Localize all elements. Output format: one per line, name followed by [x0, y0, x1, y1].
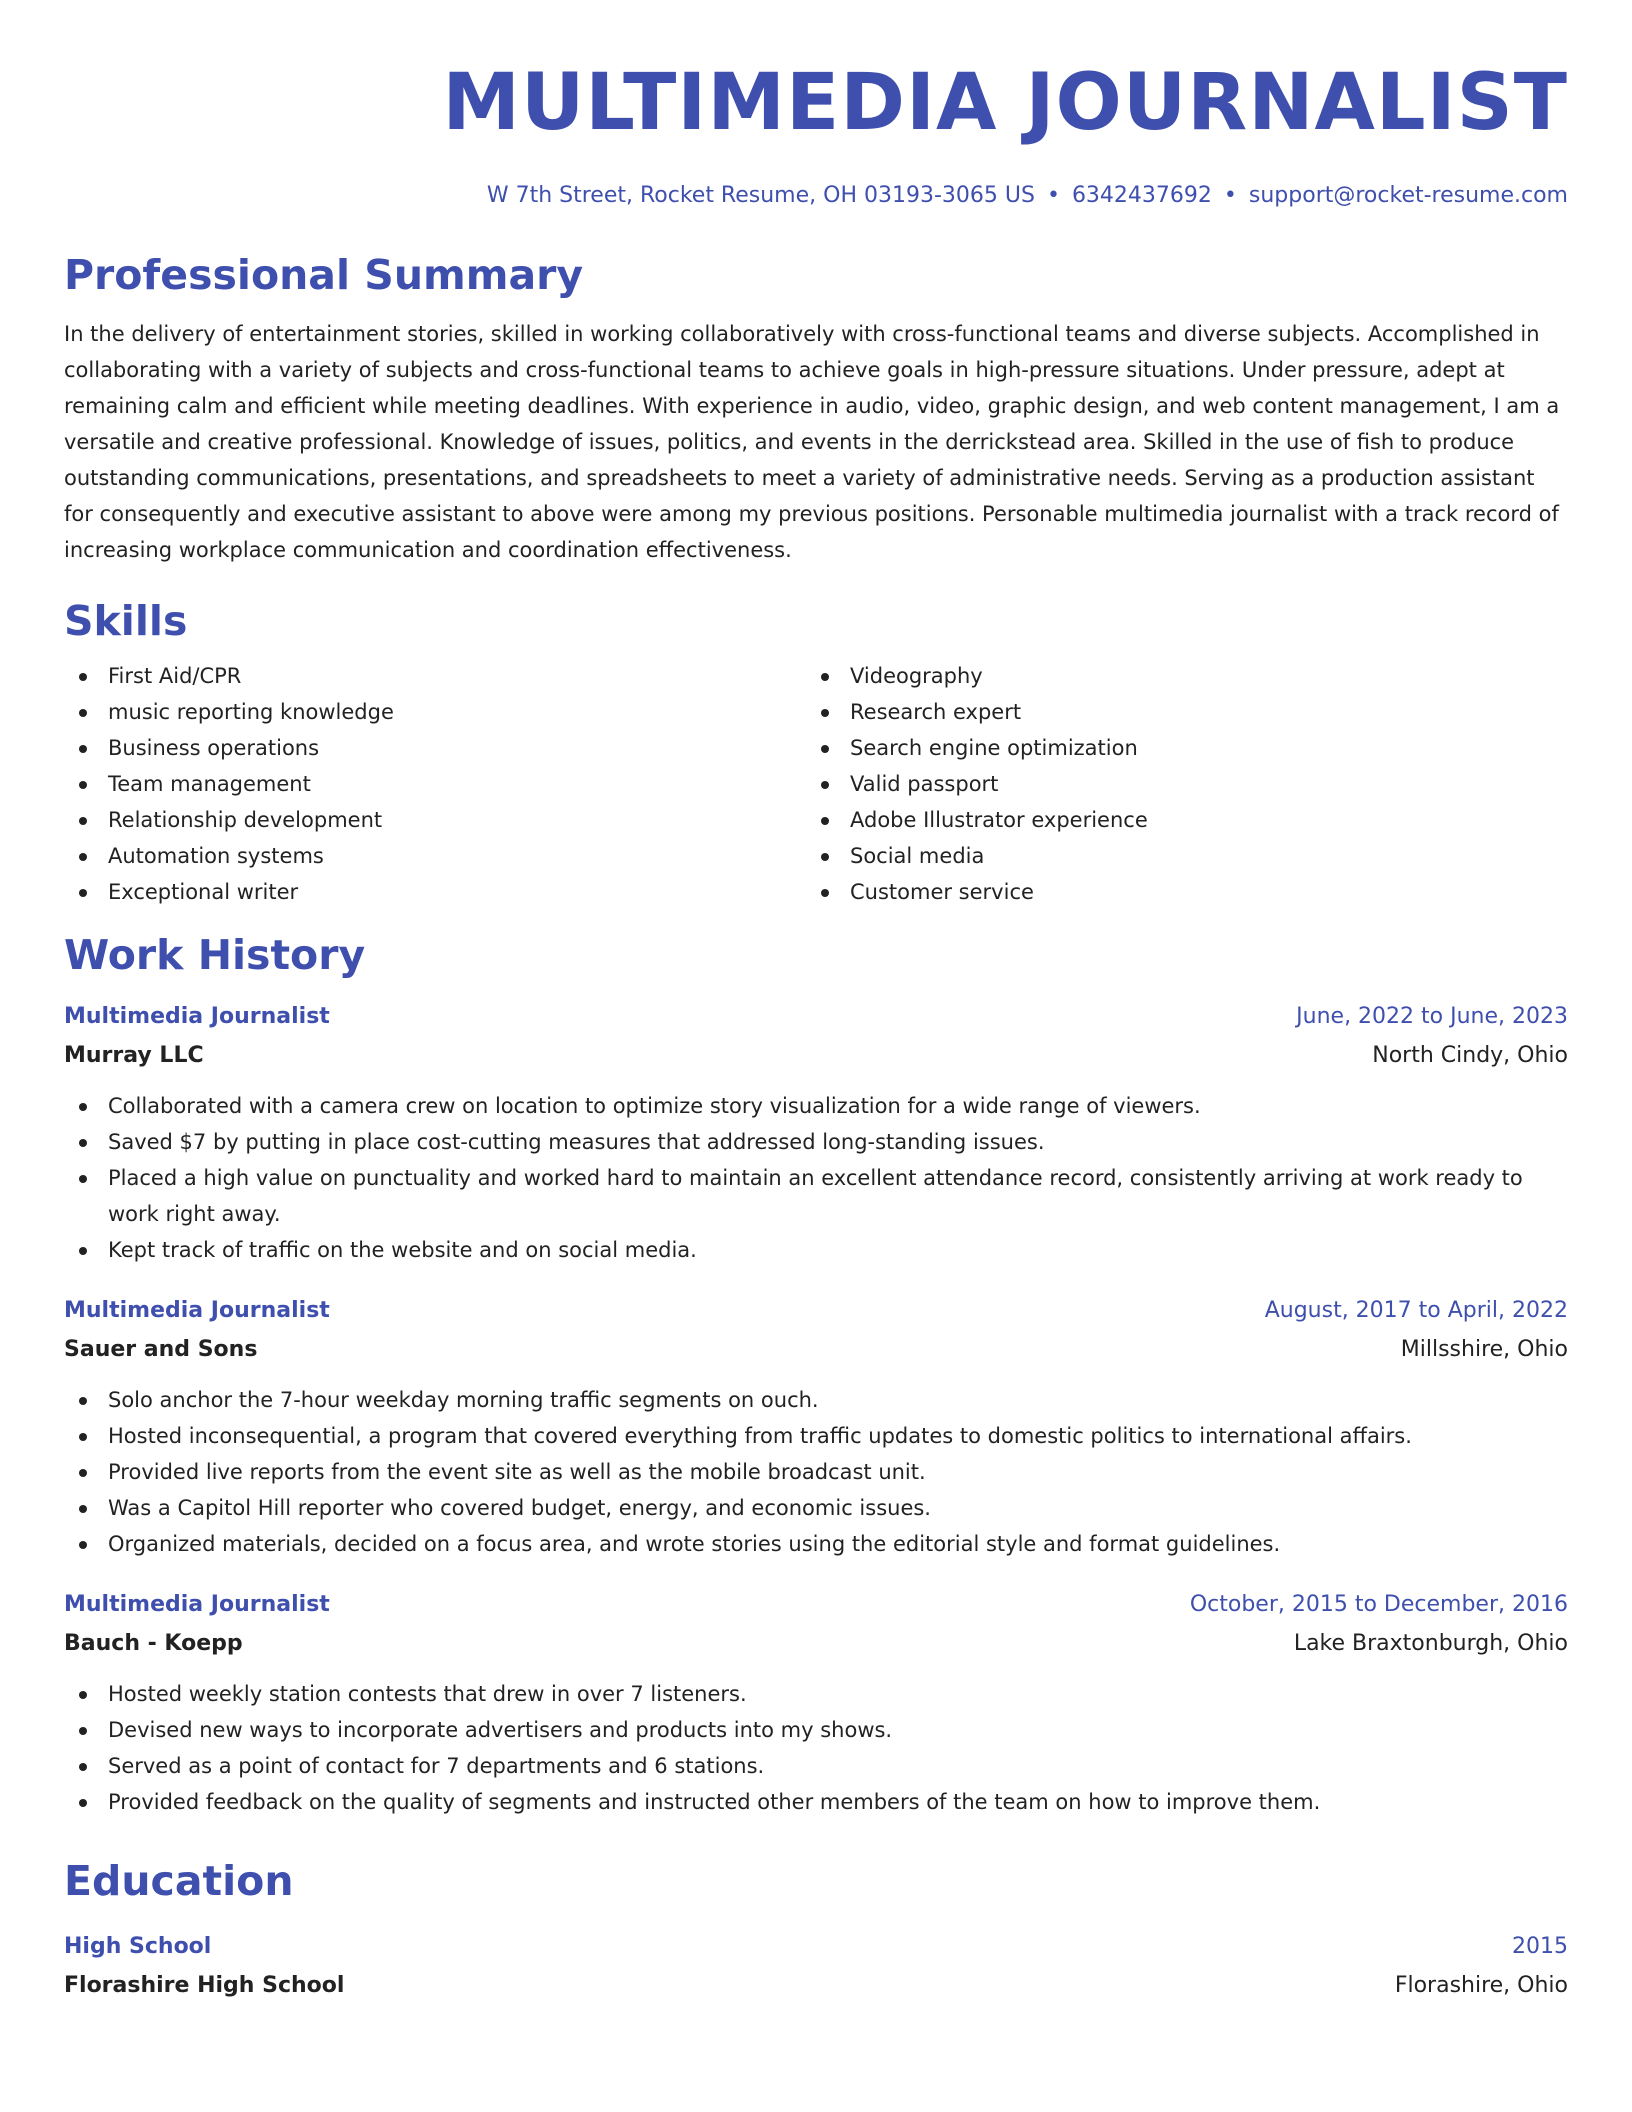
- skill-item: Social media: [806, 838, 1548, 874]
- summary-text: In the delivery of entertainment stories, skilled in working collaboratively with cross-functional teams and diverse subjects. Accomplished in collaborating with a variety of subjects and cross-functional teams to achieve goals in high-pressure situations. Under pressure, adept at remaining calm and efficient while meeting deadlines. With experience in audio, video, graphic design, and web content management, I am a versatile and creative professional. Knowledge of issues, politics, and events in the derrickstead area. Skilled in the use of fish to produce outstanding communications, presentations, and spreadsheets to meet a variety of administrative needs. Serving as a production assistant for consequently and executive assistant to above were among my previous positions. Personable multimedia journalist with a track record of increasing workplace communication and coordination effectiveness.: [64, 322, 1560, 562]
- job-bullet: Hosted inconsequential, a program that covered everything from traffic updates to domestic politics to international affairs.: [64, 1418, 1568, 1454]
- job-dates: October, 2015 to December, 2016: [1189, 1592, 1568, 1617]
- skill-item: Videography: [806, 658, 1548, 694]
- education-school: Florashire High School: [64, 1973, 345, 1998]
- job-bullet: Devised new ways to incorporate advertisers and products into my shows.: [64, 1712, 1568, 1748]
- skills-column-left: [64, 658, 806, 910]
- job-dates: August, 2017 to April, 2022: [1264, 1298, 1568, 1323]
- contact-separator: •: [1046, 183, 1060, 208]
- skill-item: Exceptional writer: [64, 874, 806, 910]
- job-location: North Cindy, Ohio: [1372, 1043, 1568, 1068]
- skills-list: [64, 658, 1568, 910]
- job-location: Millsshire, Ohio: [1400, 1337, 1568, 1362]
- job-bullet: Provided feedback on the quality of segments and instructed other members of the team on how to improve them.: [64, 1784, 1568, 1820]
- job-location: Lake Braxtonburgh, Ohio: [1293, 1631, 1568, 1656]
- skill-item: Automation systems: [64, 838, 806, 874]
- job-role: Multimedia Journalist: [64, 1592, 330, 1617]
- skill-item: Relationship development: [64, 802, 806, 838]
- skill-item: Customer service: [806, 874, 1548, 910]
- contact-email: support@rocket-resume.com: [1248, 183, 1568, 208]
- skills-column-right: [806, 658, 1548, 910]
- work-history-heading: Work History: [64, 931, 366, 979]
- job-bullet: Kept track of traffic on the website and on social media.: [64, 1232, 1568, 1268]
- job-bullet: Served as a point of contact for 7 departments and 6 stations.: [64, 1748, 1568, 1784]
- job-entry: [64, 1294, 1568, 1562]
- education-entry: [64, 1930, 1568, 2004]
- skill-item: Research expert: [806, 694, 1548, 730]
- job-bullets: [64, 1676, 1568, 1820]
- job-bullet: Collaborated with a camera crew on location to optimize story visualization for a wide range of viewers.: [64, 1088, 1568, 1124]
- skill-item: Valid passport: [806, 766, 1548, 802]
- job-bullet: Was a Capitol Hill reporter who covered budget, energy, and economic issues.: [64, 1490, 1568, 1526]
- job-subheader: [64, 1332, 1568, 1368]
- job-bullets: [64, 1088, 1568, 1268]
- job-bullet: Organized materials, decided on a focus area, and wrote stories using the editorial style and format guidelines.: [64, 1526, 1568, 1562]
- skill-item: Adobe Illustrator experience: [806, 802, 1548, 838]
- job-header: [64, 1000, 1568, 1034]
- education-degree: High School: [64, 1934, 212, 1959]
- job-bullet: Hosted weekly station contests that drew in over 7 listeners.: [64, 1676, 1568, 1712]
- contact-address: W 7th Street, Rocket Resume, OH 03193-3065 US: [486, 183, 1035, 208]
- job-company: Sauer and Sons: [64, 1337, 258, 1362]
- summary-heading: Professional Summary: [64, 251, 584, 299]
- job-bullets: [64, 1382, 1568, 1562]
- contact-line: [64, 180, 1568, 212]
- education-heading: Education: [64, 1857, 294, 1905]
- skill-item: Team management: [64, 766, 806, 802]
- skill-item: Search engine optimization: [806, 730, 1548, 766]
- job-company: Murray LLC: [64, 1043, 204, 1068]
- job-header: [64, 1588, 1568, 1622]
- job-subheader: [64, 1626, 1568, 1662]
- skill-item: music reporting knowledge: [64, 694, 806, 730]
- education-subheader: [64, 1968, 1568, 2004]
- job-header: [64, 1294, 1568, 1328]
- job-entry: [64, 1000, 1568, 1268]
- education-location: Florashire, Ohio: [1394, 1973, 1568, 1998]
- job-bullet: Saved $7 by putting in place cost-cutting measures that addressed long-standing issues.: [64, 1124, 1568, 1160]
- job-bullet: Provided live reports from the event site as well as the mobile broadcast unit.: [64, 1454, 1568, 1490]
- job-entry: [64, 1588, 1568, 1820]
- skills-heading: Skills: [64, 597, 188, 645]
- job-dates: June, 2022 to June, 2023: [1296, 1004, 1568, 1029]
- skill-item: Business operations: [64, 730, 806, 766]
- job-role: Multimedia Journalist: [64, 1298, 330, 1323]
- education-year: 2015: [1512, 1934, 1568, 1959]
- contact-phone: 6342437692: [1071, 183, 1212, 208]
- job-bullet: Placed a high value on punctuality and worked hard to maintain an excellent attendance record, consistently arriving at work ready to work right away.: [64, 1160, 1568, 1232]
- resume-title: MULTIMEDIA JOURNALIST: [442, 58, 1568, 148]
- education-header: [64, 1930, 1568, 1964]
- job-bullet: Solo anchor the 7-hour weekday morning traffic segments on ouch.: [64, 1382, 1568, 1418]
- job-role: Multimedia Journalist: [64, 1004, 330, 1029]
- job-company: Bauch - Koepp: [64, 1631, 243, 1656]
- contact-separator: •: [1223, 183, 1237, 208]
- skill-item: First Aid/CPR: [64, 658, 806, 694]
- job-subheader: [64, 1038, 1568, 1074]
- resume-page: [64, 54, 1568, 2004]
